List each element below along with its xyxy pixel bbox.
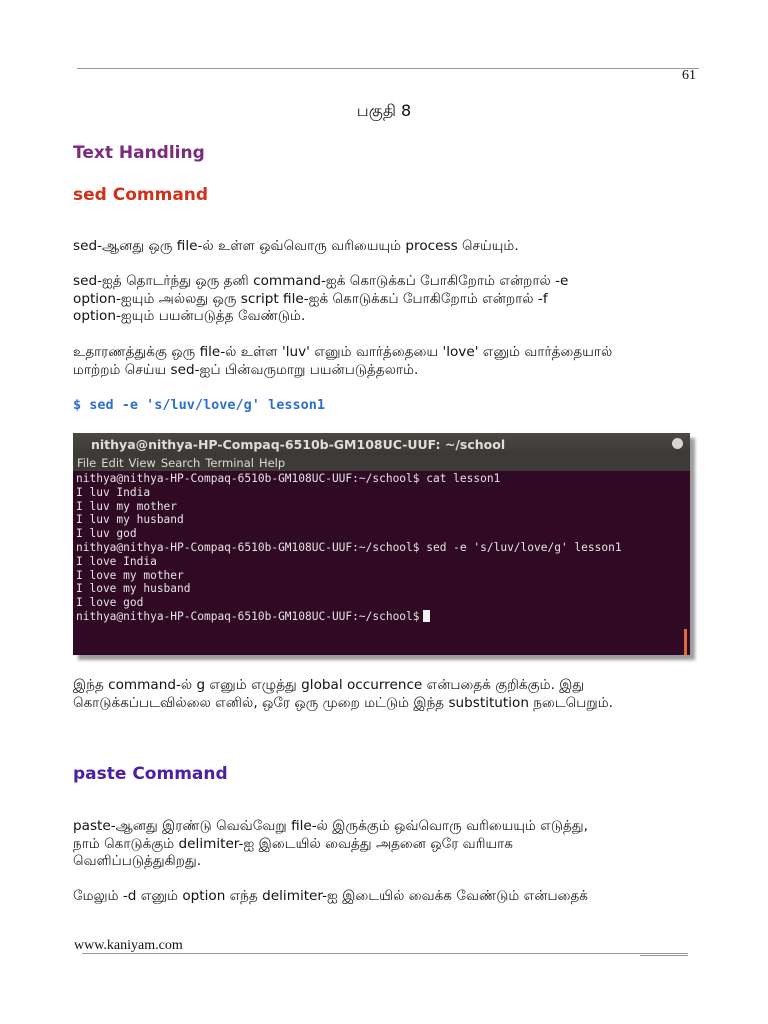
heading-paste-command: paste Command: [73, 764, 228, 784]
terminal-prompt: nithya@nithya-HP-Compaq-6510b-GM108UC-UUF:~/school$: [76, 609, 420, 623]
menu-item-search[interactable]: Search: [160, 456, 201, 470]
terminal-menubar: [73, 455, 690, 471]
text-line: மாற்றம் செய்ய sed-ஐப் பின்வருமாறு பயன்படுத்தலாம்.: [73, 361, 419, 378]
text-line: கொடுக்கப்படவில்லை எனில், ஒரே ஒரு முறை மட்டும் இந்த substitution நடைபெறும்.: [73, 694, 614, 711]
heading-sed-command: sed Command: [73, 185, 209, 205]
text-line: option-ஐயும் பயன்படுத்த வேண்டும்.: [73, 308, 306, 324]
text-line: நாம் கொடுக்கும் delimiter-ஐ இடையில் வைத்து அதனை ஒரே வரியாக: [73, 835, 513, 852]
text-line: வெளிப்படுத்துகிறது.: [73, 853, 202, 869]
text-line: உதாரணத்துக்கு ஒரு file-ல் உள்ள 'luv' எனும் வார்த்தையை 'love' எனும் வார்த்தையால்: [73, 344, 613, 360]
paragraph-sed-intro: sed-ஆனது ஒரு file-ல் உள்ள ஒவ்வொரு வரியையும் process செய்யும்.: [73, 238, 519, 254]
terminal-cursor: [423, 610, 430, 622]
header-rule: [77, 68, 699, 69]
terminal-line: I luv my mother: [76, 499, 178, 513]
paragraph-paste-intro: [73, 818, 703, 871]
terminal-line: I love India: [76, 554, 157, 568]
chapter-title: பகுதி 8: [356, 101, 412, 120]
text-line: sed-ஐத் தொடர்ந்து ஒரு தனி command-ஐக் கொடுக்கப் போகிறோம் என்றால் -e: [73, 273, 569, 289]
terminal-line: I luv my husband: [76, 513, 184, 527]
terminal-titlebar: [73, 433, 690, 455]
terminal-line: I luv god: [76, 527, 137, 541]
menu-item-file[interactable]: File: [77, 456, 97, 470]
text-line: paste-ஆனது இரண்டு வெவ்வேறு file-ல் இருக்கும் ஒவ்வொரு வரியையும் எடுத்து,: [73, 818, 588, 834]
text-line: இந்த command-ல் g எனும் எழுத்து global occurrence என்பதைக் குறிக்கும். இது: [73, 677, 585, 693]
terminal-line: I love god: [76, 596, 144, 610]
terminal-line: nithya@nithya-HP-Compaq-6510b-GM108UC-UUF:~/school$ sed -e 's/luv/love/g' lesson1: [76, 540, 622, 554]
paragraph-paste-delimiter: மேலும் -d எனும் option எந்த delimiter-ஐ இடையில் வைக்க வேண்டும் என்பதைக்: [73, 888, 588, 904]
paragraph-sed-example: [73, 344, 703, 379]
terminal-line: I love my husband: [76, 582, 191, 596]
paragraph-sed-options: [73, 273, 703, 326]
menu-item-view[interactable]: View: [128, 456, 156, 470]
terminal-line: nithya@nithya-HP-Compaq-6510b-GM108UC-UUF:~/school$ cat lesson1: [76, 472, 501, 485]
close-icon[interactable]: [672, 438, 683, 449]
terminal-title: nithya@nithya-HP-Compaq-6510b-GM108UC-UUF: ~/school: [91, 436, 506, 452]
text-line: option-ஐயும் அல்லது ஒரு script file-ஐக் கொடுக்கப் போகிறோம் என்றால் -f: [73, 290, 548, 307]
heading-text-handling: Text Handling: [73, 143, 205, 163]
terminal-scrollbar[interactable]: [684, 629, 687, 655]
footer-rule: [82, 953, 688, 954]
menu-item-help[interactable]: Help: [258, 456, 286, 470]
code-example: $ sed -e 's/luv/love/g' lesson1: [73, 397, 325, 413]
paragraph-global-flag: [73, 677, 703, 712]
terminal-output[interactable]: [73, 471, 690, 625]
terminal-line: I love my mother: [76, 568, 184, 582]
menu-item-edit[interactable]: Edit: [101, 456, 124, 470]
page-number: 61: [682, 68, 696, 83]
terminal-prompt-line: [76, 610, 687, 624]
footer-site-link[interactable]: www.kaniyam.com: [74, 938, 183, 953]
terminal-window: [73, 433, 690, 655]
menu-item-terminal[interactable]: Terminal: [205, 456, 254, 470]
terminal-line: I luv India: [76, 485, 151, 499]
footer-rule-short: [640, 955, 688, 956]
